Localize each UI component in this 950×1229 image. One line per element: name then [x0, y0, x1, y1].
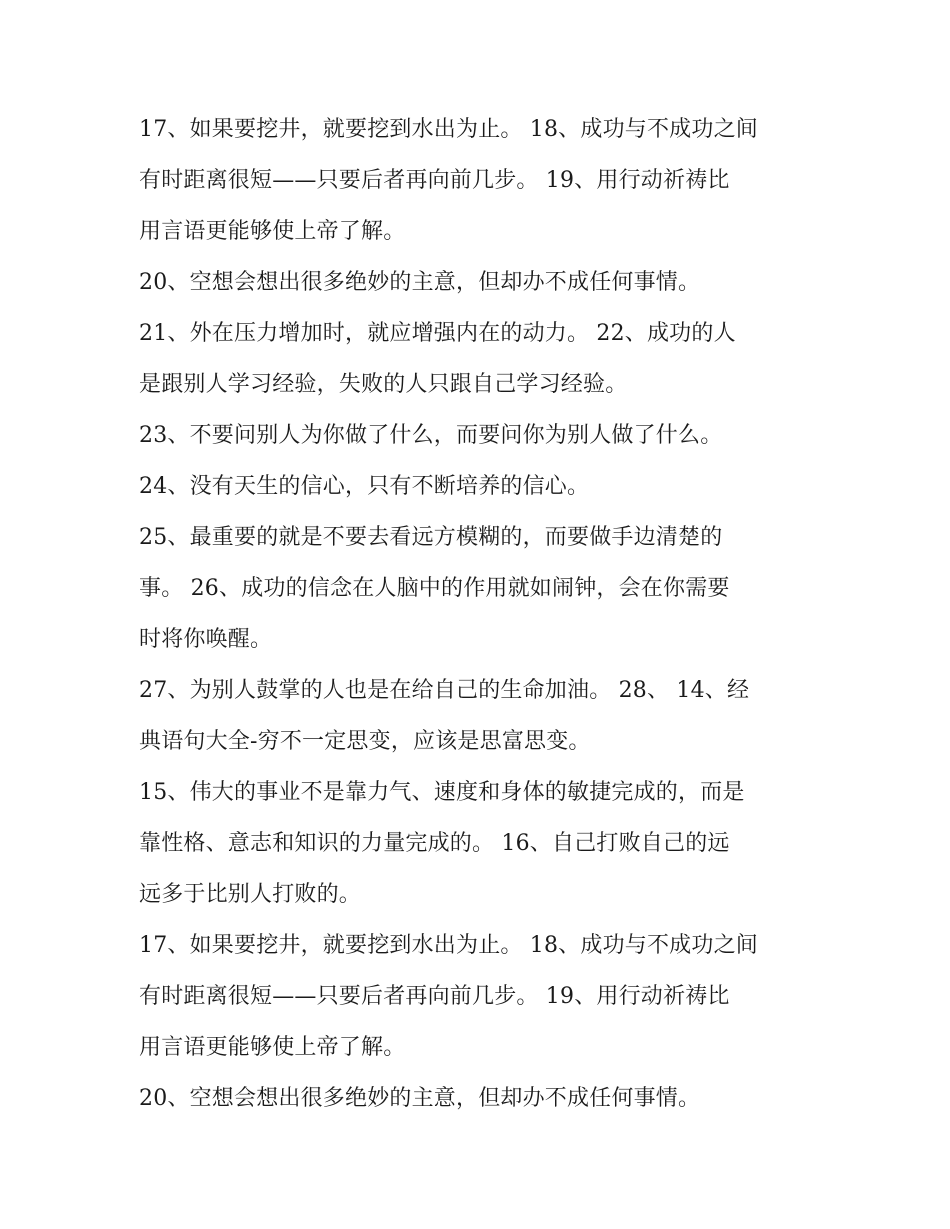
text-line: 24、没有天生的信心，只有不断培养的信心。 [139, 474, 590, 499]
text-line: 15、伟大的事业不是靠力气、速度和身体的敏捷完成的，而是 [139, 780, 745, 805]
text-line: 用言语更能够使上帝了解。 [139, 1035, 406, 1060]
text-line: 有时距离很短——只要后者再向前几步。 19、用行动祈祷比 [139, 984, 730, 1009]
text-line: 有时距离很短——只要后者再向前几步。 19、用行动祈祷比 [139, 168, 730, 193]
text-line: 时将你唤醒。 [139, 627, 273, 652]
text-line: 17、如果要挖井，就要挖到水出为止。 18、成功与不成功之间 [139, 117, 758, 142]
text-line: 27、为别人鼓掌的人也是在给自己的生命加油。 28、 14、经 [139, 678, 750, 703]
text-line: 20、空想会想出很多绝妙的主意，但却办不成任何事情。 [139, 1086, 701, 1111]
text-line: 用言语更能够使上帝了解。 [139, 219, 406, 244]
text-line: 远多于比别人打败的。 [139, 882, 362, 907]
text-line: 20、空想会想出很多绝妙的主意，但却办不成任何事情。 [139, 270, 701, 295]
text-line: 23、不要问别人为你做了什么，而要问你为别人做了什么。 [139, 423, 723, 448]
text-line: 事。 26、成功的信念在人脑中的作用就如闹钟，会在你需要 [139, 576, 730, 601]
text-line: 21、外在压力增加时，就应增强内在的动力。 22、成功的人 [139, 321, 736, 346]
text-line: 17、如果要挖井，就要挖到水出为止。 18、成功与不成功之间 [139, 933, 758, 958]
text-line: 典语句大全-穷不一定思变，应该是思富思变。 [139, 729, 591, 754]
text-line: 是跟别人学习经验，失败的人只跟自己学习经验。 [139, 372, 628, 397]
document-body [139, 104, 819, 1124]
text-line: 25、最重要的就是不要去看远方模糊的，而要做手边清楚的 [139, 525, 723, 550]
text-line: 靠性格、意志和知识的力量完成的。 16、自己打败自己的远 [139, 831, 730, 856]
